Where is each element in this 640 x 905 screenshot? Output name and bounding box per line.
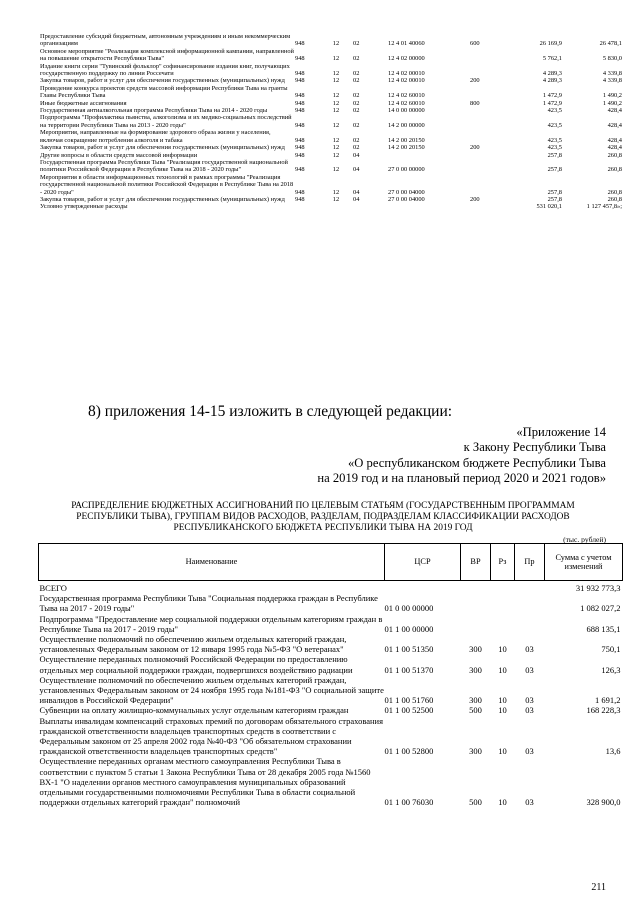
row-subsection: [353, 203, 388, 210]
row-subsection: 02: [353, 144, 360, 152]
row-target-article: 14 0 00 00000: [388, 107, 425, 115]
table-row: [40, 144, 622, 151]
appendix-line-1: «Приложение 14: [516, 425, 606, 439]
row-target-article: 27 0 00 04000: [388, 188, 425, 196]
row-name: Подпрограмма "Профилактика пьянства, алкоголизма и их медико-социальных последствий на территории Республики Тыва на 2013 - 2020 годы": [40, 114, 292, 129]
row-amount-2021: 428,4: [607, 144, 622, 152]
row-amount-2020: 257,8: [547, 195, 562, 203]
row-expense-type: [461, 593, 491, 613]
row-expense-type: [470, 48, 500, 63]
row-target-article: 01 1 00 52500: [384, 705, 434, 716]
row-target-article: [388, 203, 470, 210]
row-subsection: 03: [525, 664, 534, 675]
budget-table-body: [39, 581, 623, 808]
row-subsection: [515, 581, 545, 594]
row-target-article: 14 2 00 20150: [388, 136, 425, 144]
header-csr: ЦСР: [385, 544, 461, 581]
row-expense-type: 600: [470, 40, 480, 48]
row-expense-type: [470, 114, 500, 129]
row-name: ВСЕГО: [39, 583, 67, 593]
row-name: Государственная антиалкогольная программа Республики Тыва на 2014 - 2020 годы: [40, 107, 268, 115]
row-section: 10: [498, 695, 507, 706]
row-name: Основное мероприятие "Реализация комплексной информационной кампании, направленной на повышение открытости Республики Тыва": [40, 47, 294, 63]
row-amount: 31 932 773,3: [575, 583, 621, 593]
row-amount-2020: 26 169,9: [539, 40, 562, 48]
table-row: [40, 85, 622, 100]
row-subsection: 04: [353, 166, 360, 174]
row-name: Выплаты инвалидам компенсаций страховых премий по договорам обязательного страхования гражданской ответственности владельцев транспортных средств в соответствии с Федеральным законом от 25 апреля 2002 года №40-ФЗ "Об обязательном страховании гражданской ответственности владельцев транспортных средств": [39, 715, 383, 757]
row-section: 12: [332, 144, 340, 152]
row-admin-code: 948: [295, 121, 305, 129]
row-target-article: 27 0 00 00000: [388, 166, 425, 174]
row-admin-code: 948: [295, 136, 305, 144]
row-name: Государственная программа Республики Тыва "Реализация государственной национальной политики Российской Федерации в Республике Тыва на 2018 - 2020 годы": [40, 158, 288, 174]
row-amount-2021: 1 490,2: [602, 92, 622, 100]
row-admin-code: 948: [295, 55, 305, 63]
row-amount-2021: 4 339,8: [602, 77, 622, 85]
row-amount-2021: 1 127 457,8»;: [586, 203, 622, 211]
row-amount-2020: 423,5: [547, 136, 562, 144]
row-subsection: 02: [353, 70, 360, 78]
units-label: (тыс. рублей): [563, 535, 606, 544]
row-amount-2021: 260,8: [607, 195, 622, 203]
row-admin-code: 948: [295, 195, 305, 203]
row-subsection: 03: [525, 705, 534, 716]
row-expense-type: [470, 85, 500, 100]
row-amount-2020: 5 762,1: [542, 55, 562, 63]
row-expense-type: 300: [469, 644, 482, 655]
row-target-article: 01 1 00 76030: [384, 797, 434, 808]
row-target-article: 12 4 02 00010: [388, 77, 425, 85]
row-amount: 328 900,0: [586, 797, 621, 808]
appendix-header: [317, 425, 606, 487]
appendix-line-3: «О республиканском бюджете Республики Тыва: [348, 455, 606, 470]
row-subsection: 04: [353, 188, 360, 196]
table-row: [40, 203, 622, 210]
row-expense-type: [461, 614, 491, 634]
row-name: Закупка товаров, работ и услуг для обеспечения государственных (муниципальных) нужд: [40, 144, 285, 152]
row-section: 12: [332, 92, 340, 100]
row-section: 10: [498, 797, 507, 808]
row-expense-type: [470, 203, 500, 210]
table-row: [40, 196, 622, 203]
appendix-line-4: на 2019 год и на плановый период 2020 и 2021 годов»: [317, 471, 606, 486]
table-row: [39, 634, 623, 654]
row-expense-type: [461, 581, 491, 594]
row-expense-type: 500: [469, 797, 482, 808]
row-amount-2021: 428,4: [607, 136, 622, 144]
row-expense-type: [470, 107, 500, 114]
row-expense-type: 200: [470, 144, 480, 152]
row-amount-2020: 4 289,3: [542, 77, 562, 85]
table-row: [39, 675, 623, 706]
row-name: Подпрограмма "Предоставление мер социальной поддержки отдельным категориям граждан в Республике Тыва на 2017 - 2019 годы": [39, 613, 383, 634]
row-admin-code: 948: [295, 107, 305, 115]
continuation-table-body: [40, 33, 622, 211]
row-amount-2021: 260,8: [607, 166, 622, 174]
row-target-article: 01 1 00 51350: [384, 644, 434, 655]
row-expense-type: 500: [469, 705, 482, 716]
row-amount-2020: 423,5: [547, 144, 562, 152]
row-section: 10: [498, 644, 507, 655]
row-amount: 168 228,3: [586, 705, 621, 716]
row-expense-type: 800: [470, 99, 480, 107]
row-amount-2021: 260,8: [607, 188, 622, 196]
row-name: Субвенции на оплату жилищно-коммунальных услуг отдельным категориям граждан: [39, 705, 349, 716]
budget-table: [38, 543, 623, 807]
row-subsection: 03: [525, 746, 534, 757]
row-subsection: 02: [353, 107, 360, 115]
row-section: 10: [498, 664, 507, 675]
row-section: 12: [332, 136, 340, 144]
row-name: Закупка товаров, работ и услуг для обеспечения государственных (муниципальных) нужд: [40, 77, 285, 85]
row-subsection: [515, 614, 545, 634]
row-section: 12: [332, 188, 340, 196]
row-name: Осуществление переданных полномочий Российской Федерации по предоставлению отдельных мер социальной поддержки граждан, подвергшихся воздействию радиации: [39, 654, 353, 675]
row-section: 12: [332, 121, 340, 129]
row-amount-2020: 4 289,3: [542, 70, 562, 78]
row-admin-code: 948: [295, 92, 305, 100]
row-section: 10: [498, 746, 507, 757]
row-target-article: 27 0 00 04000: [388, 195, 425, 203]
table-row: [40, 174, 622, 196]
row-admin-code: 948: [295, 151, 305, 159]
row-amount-2021: 428,4: [607, 121, 622, 129]
row-expense-type: 300: [469, 695, 482, 706]
row-admin-code: 948: [295, 188, 305, 196]
row-section: [491, 593, 515, 613]
row-subsection: 02: [353, 77, 360, 85]
row-subsection: 02: [353, 40, 360, 48]
row-admin-code: 948: [295, 77, 305, 85]
row-section: 12: [332, 77, 340, 85]
appendix-line-2: к Закону Республики Тыва: [463, 440, 606, 455]
table-row: [40, 114, 622, 129]
row-name: Издание книги серии "Тувинский фольклор" софинансирование издания книг, получающих государственную поддержку по линии Россечати: [40, 62, 290, 78]
row-amount-2020: 257,8: [547, 151, 562, 159]
row-section: 12: [332, 107, 340, 115]
row-amount-2020: 423,5: [547, 107, 562, 115]
row-section: 10: [498, 705, 507, 716]
row-section: 12: [332, 166, 340, 174]
table-row: [40, 129, 622, 144]
table-row: [40, 33, 622, 48]
row-amount: 13,6: [605, 746, 621, 757]
table-row: [40, 77, 622, 84]
row-subsection: [515, 593, 545, 613]
row-target-article: 01 1 00 51370: [384, 664, 434, 675]
table-row: [40, 152, 622, 159]
row-subsection: 02: [353, 55, 360, 63]
row-section: 12: [332, 70, 340, 78]
row-target-article: 12 4 02 00000: [388, 55, 425, 63]
row-amount-2021: 4 339,8: [602, 70, 622, 78]
row-name: Осуществление полномочий по обеспечению жильем отдельных категорий граждан, установленных Федеральным законом от 24 ноября 1995 года №181-ФЗ "О социальной защите инвалидов в Российской Федерации": [39, 674, 384, 706]
table-row: [40, 48, 622, 63]
row-amount: 688 135,1: [586, 623, 621, 634]
row-amount-2020: 257,8: [547, 188, 562, 196]
row-subsection: 03: [525, 695, 534, 706]
row-expense-type: 200: [470, 195, 480, 203]
row-section: 12: [332, 151, 340, 159]
row-section: 12: [332, 99, 340, 107]
row-target-article: 12 4 01 40060: [388, 40, 425, 48]
row-target-article: 12 4 02 00010: [388, 70, 425, 78]
table-row: [39, 756, 623, 807]
row-subsection: 04: [353, 195, 360, 203]
row-name: Другие вопросы в области средств массовой информации: [40, 151, 198, 159]
row-expense-type: [470, 174, 500, 196]
row-name: Предоставление субсидий бюджетным, автономным учреждениям и иным некоммерческим организациям: [40, 33, 291, 48]
total-row: [39, 581, 623, 594]
row-target-article: 12 4 02 60010: [388, 92, 425, 100]
row-amount: 1 691,2: [595, 695, 621, 706]
row-subsection: 02: [353, 99, 360, 107]
row-amount-2021: 428,4: [607, 107, 622, 115]
header-name: Наименование: [39, 544, 385, 581]
row-amount-2021: 26 478,1: [599, 40, 622, 48]
row-target-article: [385, 581, 461, 594]
row-section: [491, 614, 515, 634]
row-subsection: 03: [525, 797, 534, 808]
row-admin-code: 948: [295, 40, 305, 48]
row-target-article: 14 2 00 20150: [388, 144, 425, 152]
row-name: Проведение конкурса проектов средств массовой информации Республики Тыва на гранты Главы Республики Тыва: [40, 84, 288, 100]
row-amount-2021: 260,8: [607, 151, 622, 159]
row-admin-code: 948: [295, 144, 305, 152]
table-row: [39, 614, 623, 634]
row-section: 12: [332, 55, 340, 63]
row-admin-code: 948: [295, 166, 305, 174]
row-amount-2020: 423,5: [547, 121, 562, 129]
row-subsection: 04: [353, 151, 360, 159]
table-row: [39, 654, 623, 674]
row-amount-2020: 1 472,9: [542, 99, 562, 107]
row-name: Осуществление полномочий по обеспечению жильем отдельных категорий граждан, установленных Федеральным законом от 12 января 1995 года №5-ФЗ "О ветеранах": [39, 634, 347, 655]
row-target-article: 01 1 00 00000: [384, 623, 434, 634]
row-target-article: 01 0 00 00000: [384, 603, 434, 614]
section-heading: 8) приложения 14-15 изложить в следующей редакции:: [88, 403, 453, 420]
row-subsection: 02: [353, 136, 360, 144]
header-sum: Сумма с учетом изменений: [545, 544, 623, 581]
header-vr: ВР: [461, 544, 491, 581]
row-section: [491, 581, 515, 594]
row-subsection: 02: [353, 121, 360, 129]
budget-table-header: [39, 544, 623, 581]
table-row: [39, 593, 623, 613]
row-amount-2020: 1 472,9: [542, 92, 562, 100]
row-section: 12: [332, 195, 340, 203]
row-amount: 750,1: [601, 644, 621, 655]
row-amount-2020: 531 020,1: [536, 203, 562, 211]
page-number: 211: [591, 882, 606, 893]
row-expense-type: 300: [469, 664, 482, 675]
row-name: Закупка товаров, работ и услуг для обеспечения государственных (муниципальных) нужд: [40, 195, 285, 203]
row-expense-type: [470, 159, 500, 174]
row-expense-type: 300: [469, 746, 482, 757]
document-title: РАСПРЕДЕЛЕНИЕ БЮДЖЕТНЫХ АССИГНОВАНИЙ ПО ЦЕЛЕВЫМ СТАТЬЯМ (ГОСУДАРСТВЕННЫМ ПРОГРАММАМ РЕСПУБЛИКИ ТЫВА), ГРУППАМ ВИДОВ РАСХОДОВ, РАЗДЕЛАМ, ПОДРАЗДЕЛАМ КЛАССИФИКАЦИИ РАСХОДОВ РЕСПУБЛИКАНСКОГО БЮДЖЕТА РЕСПУБЛИКИ ТЫВА НА 2019 ГОД: [71, 501, 575, 534]
row-name: Мероприятия, направленные на формирование здорового образа жизни у населения, включая сокращение потребления алкоголя и табака: [40, 129, 271, 144]
table-row: [39, 705, 623, 715]
row-target-article: 12 4 02 60010: [388, 99, 425, 107]
continuation-table: [40, 33, 622, 211]
row-expense-type: [470, 129, 500, 144]
row-name: Иные бюджетные ассигнования: [40, 99, 127, 107]
table-row: [40, 107, 622, 114]
row-admin-code: 948: [295, 99, 305, 107]
row-amount: 126,3: [601, 664, 621, 675]
row-name: Государственная программа Республики Тыва "Социальная поддержка граждан в Республике Тыва на 2017 - 2019 годы": [39, 593, 378, 614]
row-target-article: [388, 152, 470, 159]
row-subsection: 02: [353, 92, 360, 100]
table-row: [40, 63, 622, 78]
row-target-article: 01 1 00 51760: [384, 695, 434, 706]
table-row: [40, 100, 622, 107]
row-name: Условно утвержденные расходы: [40, 203, 128, 211]
table-row: [40, 159, 622, 174]
row-name: Мероприятия в области информационных технологий в рамках программы "Реализация государственной национальной политики Российской Федерации в Республике Тыва на 2018 - 2020 годы": [40, 173, 294, 196]
row-expense-type: [470, 63, 500, 78]
row-section: 12: [332, 40, 340, 48]
row-section: [319, 203, 353, 210]
row-expense-type: [470, 152, 500, 159]
row-amount-2020: 257,8: [547, 166, 562, 174]
row-admin-code: [295, 203, 319, 210]
row-target-article: 14 2 00 00000: [388, 121, 425, 129]
table-row: [39, 716, 623, 757]
header-pr: Пр: [515, 544, 545, 581]
row-amount: 1 082 027,2: [580, 603, 621, 614]
row-name: Осуществление переданных органам местного самоуправления Республики Тыва в соответствии с пунктом 5 статьи 1 Закона Республики Тыва от 28 декабря 2005 года №1560 ВХ-1 "О наделении органов местного самоуправления муниципальных образований отдельными государственными полномочиями Республики Тыва в области социальной поддержки отдельных категорий граждан" полномочий: [39, 756, 371, 808]
row-amount-2021: 5 830,0: [602, 55, 622, 63]
row-subsection: 03: [525, 644, 534, 655]
row-expense-type: 200: [470, 77, 480, 85]
row-admin-code: 948: [295, 70, 305, 78]
row-target-article: 01 1 00 52800: [384, 746, 434, 757]
row-amount-2021: 1 490,2: [602, 99, 622, 107]
header-rz: Рз: [491, 544, 515, 581]
